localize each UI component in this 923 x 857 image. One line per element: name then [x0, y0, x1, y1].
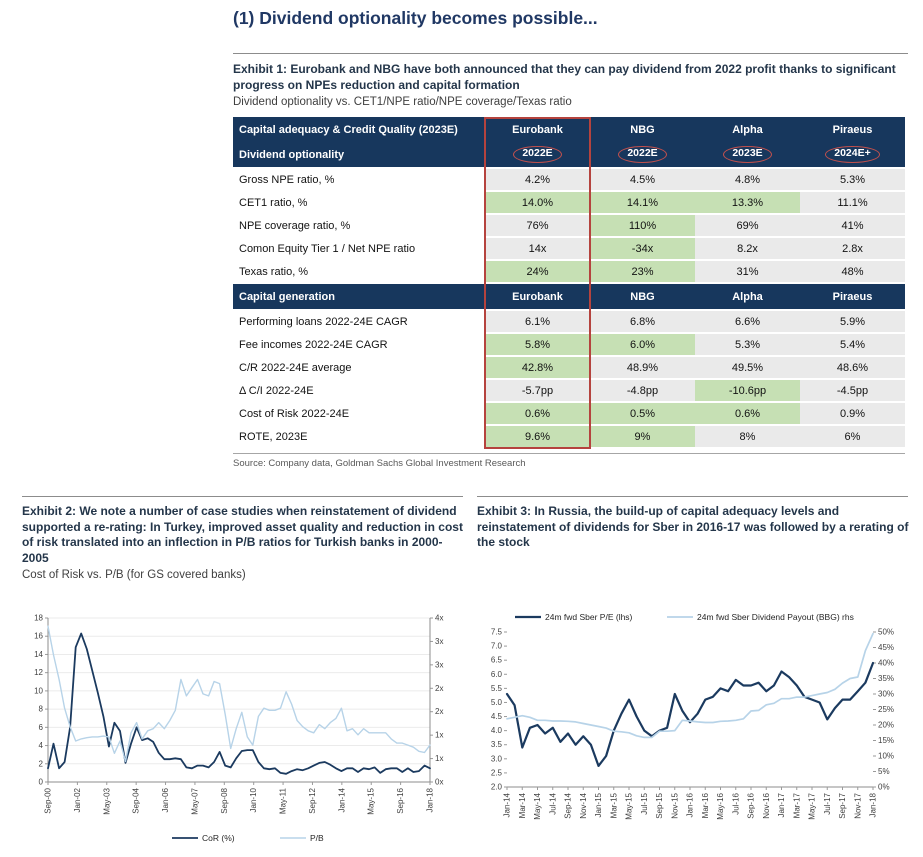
value-cell: 5.3%	[800, 169, 905, 192]
svg-text:24m fwd Sber Dividend Payout (: 24m fwd Sber Dividend Payout (BBG) rhs	[697, 612, 854, 622]
value-cell: 5.4%	[800, 334, 905, 357]
sber-pe-payout-chart	[477, 606, 909, 851]
exhibit1-table	[233, 117, 905, 449]
svg-text:Mar-15: Mar-15	[609, 793, 619, 819]
value-cell: 42.8%	[485, 357, 590, 380]
svg-text:3x: 3x	[435, 660, 444, 670]
svg-text:24m fwd Sber P/E (lhs): 24m fwd Sber P/E (lhs)	[545, 612, 633, 622]
svg-text:Jul-17: Jul-17	[822, 793, 832, 815]
svg-text:Jan-17: Jan-17	[777, 793, 786, 818]
svg-text:Sep-08: Sep-08	[219, 788, 229, 814]
value-cell: 31%	[695, 261, 800, 284]
svg-text:25%: 25%	[878, 705, 895, 714]
value-cell: 0.6%	[695, 403, 800, 426]
bank-column-header: Piraeus	[800, 117, 905, 142]
svg-text:6: 6	[38, 722, 43, 732]
svg-text:3.0: 3.0	[490, 754, 502, 764]
exhibit3-chart	[477, 606, 909, 856]
svg-text:May-07: May-07	[190, 788, 200, 815]
table-bottom-divider	[233, 453, 905, 454]
row-label: Cost of Risk 2022-24E	[233, 403, 485, 426]
svg-text:4.0: 4.0	[490, 726, 502, 736]
dividend-year-cell	[800, 142, 905, 169]
bank-column-header: Eurobank	[485, 117, 590, 142]
svg-text:18: 18	[34, 613, 43, 623]
value-cell: 6.1%	[485, 311, 590, 334]
value-cell: 2.8x	[800, 238, 905, 261]
bank-column-header: Piraeus	[800, 284, 905, 311]
svg-text:8: 8	[38, 704, 43, 714]
table-row	[233, 334, 905, 357]
value-cell: 48%	[800, 261, 905, 284]
svg-text:Jan-14: Jan-14	[337, 788, 347, 813]
capital-generation-header-row	[233, 284, 905, 311]
bank-column-header: Eurobank	[485, 284, 590, 311]
value-cell: 13.3%	[695, 192, 800, 215]
value-cell: -4.8pp	[590, 380, 695, 403]
svg-text:Sep-14: Sep-14	[563, 793, 573, 819]
svg-text:5.5: 5.5	[490, 683, 502, 693]
svg-text:Nov-15: Nov-15	[670, 793, 680, 819]
dividend-year-cell	[485, 142, 590, 169]
svg-text:Jan-14: Jan-14	[502, 793, 512, 818]
value-cell: 9.6%	[485, 426, 590, 449]
svg-text:May-03: May-03	[102, 788, 112, 815]
svg-text:Jul-15: Jul-15	[639, 793, 649, 815]
value-cell: 4.2%	[485, 169, 590, 192]
bank-column-header: Alpha	[695, 117, 800, 142]
exhibit2-subheading: Cost of Risk vs. P/B (for GS covered banks)	[22, 569, 246, 581]
value-cell: 24%	[485, 261, 590, 284]
svg-text:Jan-18: Jan-18	[425, 788, 435, 813]
circled-year-annotation: 2022E	[618, 146, 666, 163]
row-label: C/R 2022-24E average	[233, 357, 485, 380]
svg-text:Jan-16: Jan-16	[685, 793, 695, 818]
value-cell: 23%	[590, 261, 695, 284]
section-header-label: Dividend optionality	[233, 142, 485, 169]
svg-text:50%: 50%	[878, 627, 895, 637]
value-cell: -34x	[590, 238, 695, 261]
row-label: NPE coverage ratio, %	[233, 215, 485, 238]
value-cell: 14.1%	[590, 192, 695, 215]
svg-text:7.0: 7.0	[490, 641, 502, 651]
sber-payout-line	[507, 634, 873, 738]
value-cell: -10.6pp	[695, 380, 800, 403]
value-cell: 0.9%	[800, 403, 905, 426]
turkey-cor-pb-chart	[22, 610, 462, 846]
svg-text:35%: 35%	[878, 674, 895, 683]
row-label: Gross NPE ratio, %	[233, 169, 485, 192]
svg-text:0x: 0x	[435, 777, 444, 787]
value-cell: 4.8%	[695, 169, 800, 192]
svg-text:Mar-17: Mar-17	[792, 793, 802, 819]
bank-column-header: NBG	[590, 117, 695, 142]
row-label: Δ C/I 2022-24E	[233, 380, 485, 403]
value-cell: 6%	[800, 426, 905, 449]
table-row	[233, 192, 905, 215]
value-cell: 5.8%	[485, 334, 590, 357]
svg-text:May-11: May-11	[278, 788, 288, 815]
svg-text:12: 12	[34, 668, 43, 678]
svg-text:3.5: 3.5	[490, 740, 502, 750]
svg-text:Sep-15: Sep-15	[655, 793, 664, 819]
circled-year-annotation: 2022E	[513, 146, 561, 163]
value-cell: 76%	[485, 215, 590, 238]
exhibit1-table-container	[233, 117, 905, 469]
exhibit1-heading: Exhibit 1: Eurobank and NBG have both announced that they can pay dividend from 2022 profit thanks to significant progress on NPEs reduction and capital formation	[233, 62, 896, 92]
svg-text:15%: 15%	[878, 736, 895, 745]
value-cell: 110%	[590, 215, 695, 238]
exhibit2-chart	[22, 610, 462, 851]
pb-line	[48, 626, 430, 761]
svg-text:Jan-06: Jan-06	[161, 788, 171, 813]
svg-text:7.5: 7.5	[490, 627, 502, 637]
svg-text:May-14: May-14	[533, 793, 542, 820]
value-cell: -5.7pp	[485, 380, 590, 403]
value-cell: 0.6%	[485, 403, 590, 426]
dividend-optionality-header-row	[233, 142, 905, 169]
svg-text:CoR (%): CoR (%)	[202, 833, 235, 843]
table-row	[233, 380, 905, 403]
svg-text:10: 10	[34, 686, 43, 696]
table-row	[233, 238, 905, 261]
svg-text:Mar-16: Mar-16	[700, 793, 710, 819]
svg-text:2x: 2x	[435, 707, 444, 717]
svg-text:Jul-16: Jul-16	[731, 793, 741, 815]
section-header-label: Capital generation	[233, 284, 485, 311]
table-row	[233, 169, 905, 192]
row-label: Performing loans 2022-24E CAGR	[233, 311, 485, 334]
svg-text:Jan-02: Jan-02	[72, 788, 82, 813]
svg-text:16: 16	[34, 631, 43, 641]
svg-text:2: 2	[38, 759, 43, 769]
svg-text:Sep-12: Sep-12	[307, 788, 317, 814]
value-cell: 8%	[695, 426, 800, 449]
svg-text:5.0: 5.0	[490, 697, 502, 707]
title-divider	[233, 53, 908, 54]
exhibit1-source: Source: Company data, Goldman Sachs Global Investment Research	[233, 458, 526, 469]
svg-text:40%: 40%	[878, 658, 895, 668]
exhibit2-heading: Exhibit 2: We note a number of case studies when reinstatement of dividend supported a re-rating: In Turkey, improved asset quality and reduction in cost of risk translated into an inflection in P/B ratios for Turkish banks in 2000-2005	[22, 504, 463, 565]
svg-text:Nov-17: Nov-17	[853, 793, 863, 819]
value-cell: 11.1%	[800, 192, 905, 215]
svg-text:0%: 0%	[878, 782, 890, 792]
svg-text:30%: 30%	[878, 689, 895, 699]
value-cell: 6.8%	[590, 311, 695, 334]
value-cell: 6.0%	[590, 334, 695, 357]
circled-year-annotation: 2024E+	[825, 146, 880, 163]
svg-text:4x: 4x	[435, 613, 444, 623]
svg-text:Nov-14: Nov-14	[578, 793, 588, 819]
value-cell: 5.9%	[800, 311, 905, 334]
svg-text:Jan-10: Jan-10	[249, 788, 259, 813]
svg-text:Sep-16: Sep-16	[746, 793, 756, 819]
row-label: ROTE, 2023E	[233, 426, 485, 449]
row-label: Comon Equity Tier 1 / Net NPE ratio	[233, 238, 485, 261]
exhibit1-subheading: Dividend optionality vs. CET1/NPE ratio/NPE coverage/Texas ratio	[233, 96, 572, 108]
bank-column-header: NBG	[590, 284, 695, 311]
dividend-year-cell	[695, 142, 800, 169]
table-row	[233, 426, 905, 449]
row-label: CET1 ratio, %	[233, 192, 485, 215]
svg-text:Sep-16: Sep-16	[396, 788, 406, 814]
svg-text:1x: 1x	[435, 754, 444, 764]
svg-text:45%: 45%	[878, 643, 895, 652]
value-cell: 49.5%	[695, 357, 800, 380]
value-cell: 4.5%	[590, 169, 695, 192]
svg-text:May-15: May-15	[624, 793, 634, 820]
svg-text:Sep-04: Sep-04	[131, 788, 141, 814]
row-label: Fee incomes 2022-24E CAGR	[233, 334, 485, 357]
svg-text:May-15: May-15	[366, 788, 376, 815]
svg-text:May-16: May-16	[716, 793, 725, 820]
svg-text:2.0: 2.0	[490, 782, 502, 792]
exhibit3-divider	[477, 496, 908, 497]
dividend-year-cell	[590, 142, 695, 169]
value-cell: 0.5%	[590, 403, 695, 426]
svg-text:2x: 2x	[435, 683, 444, 693]
value-cell: 5.3%	[695, 334, 800, 357]
value-cell: 41%	[800, 215, 905, 238]
table-row	[233, 357, 905, 380]
svg-text:1x: 1x	[435, 730, 444, 740]
svg-text:Sep-17: Sep-17	[838, 793, 847, 819]
capital-adequacy-header-row	[233, 117, 905, 142]
circled-year-annotation: 2023E	[723, 146, 771, 163]
svg-text:May-17: May-17	[807, 793, 817, 820]
sber-pe-line	[507, 663, 873, 766]
value-cell: 9%	[590, 426, 695, 449]
svg-text:6.0: 6.0	[490, 669, 502, 679]
svg-text:Jan-18: Jan-18	[868, 793, 878, 818]
svg-text:6.5: 6.5	[490, 655, 502, 665]
svg-text:10%: 10%	[878, 751, 895, 761]
svg-text:Mar-14: Mar-14	[517, 793, 527, 819]
svg-text:Nov-16: Nov-16	[761, 793, 771, 819]
svg-text:Jul-14: Jul-14	[548, 793, 558, 815]
value-cell: 14.0%	[485, 192, 590, 215]
svg-text:2.5: 2.5	[490, 768, 502, 778]
value-cell: 6.6%	[695, 311, 800, 334]
svg-text:4: 4	[38, 741, 43, 751]
value-cell: 48.6%	[800, 357, 905, 380]
value-cell: 69%	[695, 215, 800, 238]
svg-text:5%: 5%	[878, 767, 890, 776]
exhibit3-heading: Exhibit 3: In Russia, the build-up of capital adequacy levels and reinstatement of dividends for Sber in 2016-17 was followed by a rerating of the stock	[477, 504, 909, 549]
table-row	[233, 261, 905, 284]
svg-text:3x: 3x	[435, 636, 444, 646]
svg-text:14: 14	[34, 649, 43, 659]
page-title: (1) Dividend optionality becomes possible...	[233, 8, 598, 28]
svg-text:Jan-15: Jan-15	[594, 793, 603, 818]
svg-text:0: 0	[38, 777, 43, 787]
table-row	[233, 403, 905, 426]
value-cell: 14x	[485, 238, 590, 261]
svg-text:Sep-00: Sep-00	[43, 788, 53, 814]
table-row	[233, 215, 905, 238]
value-cell: 48.9%	[590, 357, 695, 380]
row-label: Texas ratio, %	[233, 261, 485, 284]
bank-column-header: Alpha	[695, 284, 800, 311]
svg-text:20%: 20%	[878, 720, 895, 730]
svg-text:P/B: P/B	[310, 833, 324, 843]
exhibit2-divider	[22, 496, 463, 497]
svg-text:4.5: 4.5	[490, 712, 502, 722]
value-cell: 8.2x	[695, 238, 800, 261]
value-cell: -4.5pp	[800, 380, 905, 403]
table-row	[233, 311, 905, 334]
section-header-label: Capital adequacy & Credit Quality (2023E)	[233, 117, 485, 142]
